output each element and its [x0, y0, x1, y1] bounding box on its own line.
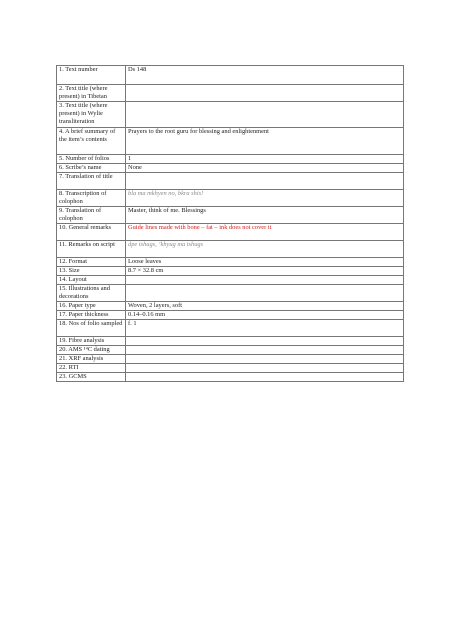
table-row	[57, 102, 404, 128]
table-row	[57, 320, 404, 337]
row-label: 1. Text number	[57, 66, 126, 85]
row-value	[126, 285, 404, 302]
row-label: 17. Paper thickness	[57, 311, 126, 320]
row-value: 1	[126, 155, 404, 164]
row-value: Prayers to the root guru for blessing and enlightenment	[126, 128, 404, 155]
table-row	[57, 190, 404, 207]
row-label: 18. Nos of folio sampled	[57, 320, 126, 337]
row-label: 21. XRF analysis	[57, 355, 126, 364]
table-row	[57, 164, 404, 173]
table-row	[57, 337, 404, 346]
table-row	[57, 302, 404, 311]
row-value	[126, 85, 404, 102]
row-value: bla ma mkhyen no, bkra shis!	[126, 190, 404, 207]
row-label: 15. Illustrations and decorations	[57, 285, 126, 302]
row-label: 10. General remarks	[57, 224, 126, 241]
row-value	[126, 355, 404, 364]
table-row	[57, 85, 404, 102]
row-label: 5. Number of folios	[57, 155, 126, 164]
row-value	[126, 346, 404, 355]
table-row	[57, 285, 404, 302]
row-label: 2. Text title (where present) in Tibetan	[57, 85, 126, 102]
metadata-table	[56, 65, 404, 382]
row-value: dpe tshugs, ’khyug ma tshugs	[126, 241, 404, 258]
row-value: Master, think of me. Blessings	[126, 207, 404, 224]
row-label: 9. Translation of colophon	[57, 207, 126, 224]
row-value: 0.14–0.16 mm	[126, 311, 404, 320]
table-row	[57, 355, 404, 364]
table-row	[57, 364, 404, 373]
row-value: Guide lines made with bone – fat – ink does not cover it	[126, 224, 404, 241]
row-label: 20. AMS ¹⁴C dating	[57, 346, 126, 355]
row-value	[126, 337, 404, 346]
table-row	[57, 311, 404, 320]
row-label: 7. Translation of title	[57, 173, 126, 190]
row-value: 8.7 × 32.8 cm	[126, 267, 404, 276]
row-value	[126, 373, 404, 382]
table-row	[57, 241, 404, 258]
row-label: 11. Remarks on script	[57, 241, 126, 258]
row-label: 22. RTI	[57, 364, 126, 373]
metadata-table-body	[57, 66, 404, 382]
table-row	[57, 66, 404, 85]
row-label: 12. Format	[57, 258, 126, 267]
row-value	[126, 102, 404, 128]
table-row	[57, 346, 404, 355]
row-label: 23. GCMS	[57, 373, 126, 382]
row-value	[126, 276, 404, 285]
table-row	[57, 207, 404, 224]
table-row	[57, 155, 404, 164]
row-label: 3. Text title (where present) in Wylie transliteration	[57, 102, 126, 128]
row-label: 8. Transcription of colophon	[57, 190, 126, 207]
row-label: 16. Paper type	[57, 302, 126, 311]
row-label: 14. Layout	[57, 276, 126, 285]
row-label: 6. Scribe’s name	[57, 164, 126, 173]
table-row	[57, 267, 404, 276]
row-value: f. 1	[126, 320, 404, 337]
table-row	[57, 373, 404, 382]
table-row	[57, 224, 404, 241]
row-label: 4. A brief summary of the item’s contents	[57, 128, 126, 155]
table-row	[57, 276, 404, 285]
row-value: Woven, 2 layers, soft	[126, 302, 404, 311]
table-row	[57, 258, 404, 267]
row-value	[126, 364, 404, 373]
row-label: 13. Size	[57, 267, 126, 276]
row-value: Loose leaves	[126, 258, 404, 267]
row-label: 19. Fibre analysis	[57, 337, 126, 346]
table-row	[57, 173, 404, 190]
table-row	[57, 128, 404, 155]
row-value	[126, 173, 404, 190]
row-value: Ds 148	[126, 66, 404, 85]
row-value: None	[126, 164, 404, 173]
